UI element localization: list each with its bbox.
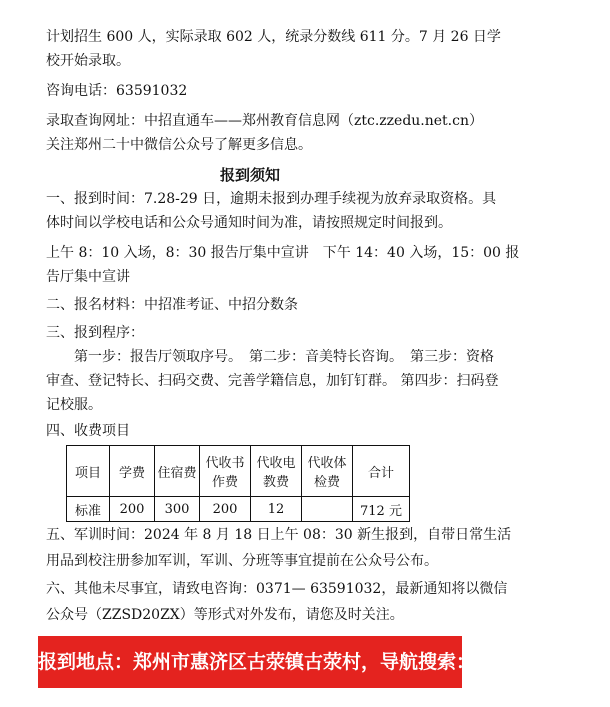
section-6-line-2: 公众号（ZZSD20ZX）等形式对外发布，请您及时关注。 <box>46 607 404 623</box>
section-6-line-1: 六、其他未尽事宜，请致电咨询：0371— 63591032，最新通知将以微信 <box>46 581 508 597</box>
section-1-line-2: 体时间以学校电话和公众号通知时间为准，请按照规定时间报到。 <box>46 215 452 231</box>
fees-header-books: 代收书作费 <box>200 446 251 497</box>
fees-cell-av: 12 <box>251 497 302 522</box>
fees-cell-lodging: 300 <box>155 497 200 522</box>
fees-table-header-row <box>67 446 410 497</box>
section-5-line-2: 用品到校注册参加军训，军训、分班等事宜提前在公众号公布。 <box>46 553 438 569</box>
consult-phone: 咨询电话：63591032 <box>46 83 188 99</box>
fees-header-checkup: 代收体检费 <box>302 446 353 497</box>
fees-cell-books: 200 <box>200 497 251 522</box>
fees-table <box>66 445 410 522</box>
fees-cell-total: 712 元 <box>353 497 410 522</box>
enrollment-text-line-1: 计划招生 600 人，实际录取 602 人，统录分数线 611 分。7 月 26 日学 <box>46 29 501 45</box>
query-url-text: 录取查询网址：中招直通车——郑州教育信息网（ztc.zzedu.net.cn） <box>46 113 483 129</box>
fees-cell-tuition: 200 <box>110 497 155 522</box>
section-1-line-3: 上午 8：10 入场，8：30 报告厅集中宣讲 下午 14：40 入场，15：00 报 <box>46 245 520 261</box>
section-3-line-2: 审查、登记特长、扫码交费、完善学籍信息，加钉钉群。 第四步：扫码登 <box>46 373 499 389</box>
section-3-heading: 三、报到程序： <box>46 325 144 341</box>
section-1-line-1: 一、报到时间：7.28-29 日，逾期未报到办理手续视为放弃录取资格。具 <box>46 191 497 207</box>
section-2: 二、报名材料：中招准考证、中招分数条 <box>46 297 298 313</box>
fees-header-item: 项目 <box>67 446 110 497</box>
section-3-line-3: 记校服。 <box>46 397 102 413</box>
notice-title: 报到须知 <box>219 166 280 184</box>
wechat-follow-text: 关注郑州二十中微信公众号了解更多信息。 <box>46 137 312 153</box>
section-4-heading: 四、收费项目 <box>46 423 130 439</box>
fees-cell-checkup <box>302 497 353 522</box>
fees-cell-standard: 标准 <box>67 497 110 522</box>
fees-table-row <box>67 497 410 522</box>
section-5-line-1: 五、军训时间：2024 年 8 月 18 日上午 08：30 新生报到，自带日常生活 <box>46 527 512 543</box>
location-banner: 报到地点：郑州市惠济区古荥镇古荥村，导航搜索：大河路446号。 <box>38 636 462 688</box>
section-1-line-4: 告厅集中宣讲 <box>46 269 130 285</box>
fees-header-av: 代收电教费 <box>251 446 302 497</box>
section-3-line-1: 第一步：报告厅领取序号。 第二步：音美特长咨询。 第三步：资格 <box>74 349 494 365</box>
fees-header-total: 合计 <box>353 446 410 497</box>
fees-header-tuition: 学费 <box>110 446 155 497</box>
enrollment-text-line-2: 校开始录取。 <box>46 53 130 69</box>
fees-header-lodging: 住宿费 <box>155 446 200 497</box>
